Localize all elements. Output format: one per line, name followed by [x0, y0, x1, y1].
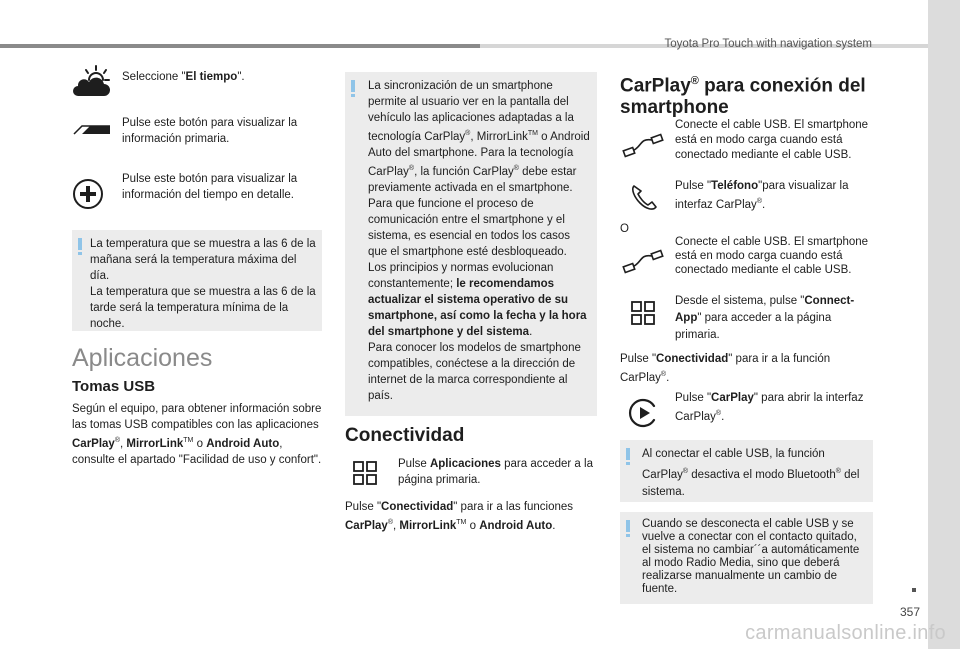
sync-note-p2: Para que funcione el proceso de comunicación entre el smartphone y el sistema, es esencial en todos los casos que el smartphone esté desbloqueado. [368, 197, 570, 258]
sync-note-p1: La sincronización de un smartphone permite al usuario ver en la pantalla del vehículo las aplicaciones adaptadas a la tecnología CarPlay®, MirrorLink™ o Android Auto del smartphone. Para la tecnología CarPlay®, la función CarPlay® debe estar previamente activada en el smartphone. [368, 80, 590, 194]
carplay-step-telefono: Pulse "Teléfono"para visualizar la interfaz CarPlay®. [675, 180, 849, 211]
bluetooth-note-text: Al conectar el cable USB, la función CarPlay® desactiva el modo Bluetooth® del sistema. [642, 448, 860, 498]
section-title-aplicaciones: Aplicaciones [72, 344, 213, 372]
note-marker [351, 80, 355, 92]
temperature-note-line2: La temperatura que se muestra a las 6 de la tarde será la temperatura mínima de la noche. [90, 286, 316, 330]
end-marker [912, 588, 916, 592]
note-marker-tail [626, 534, 630, 537]
conectividad-title: Conectividad [345, 425, 465, 446]
phone-icon [628, 183, 660, 211]
weather-instruction: Seleccione "El tiempo". [122, 71, 245, 83]
disconnect-note [620, 512, 873, 604]
apps-grid-icon [630, 300, 656, 326]
carplay-conectividad-text: Pulse "Conectividad" para ir a la función CarPlay®. [620, 353, 831, 384]
note-marker-tail [626, 462, 630, 465]
header-rule-dark [0, 44, 480, 48]
usb-title: Tomas USB [72, 378, 156, 395]
temperature-note [72, 230, 322, 331]
conectividad-apps-text: Pulse Aplicaciones para acceder a la página primaria. [398, 458, 593, 486]
carplay-step-connect-app: Desde el sistema, pulse "Connect-App" para acceder a la página primaria. [675, 295, 855, 341]
usb-cable-icon [622, 132, 664, 160]
detail-info-text: Pulse este botón para visualizar la información del tiempo en detalle. [122, 173, 298, 201]
carplay-step-connect-2: Conecte el cable USB. El smartphone está en modo carga cuando está conectado mediante el cable USB. [675, 236, 869, 276]
note-marker [626, 520, 630, 532]
primary-info-text: Pulse este botón para visualizar la información primaria. [122, 117, 298, 145]
disconnect-note-text: Cuando se desconecta el cable USB y se vuelve a conectar con el contacto quitado, el sistema no cambiar´´a automáticamente al modo Radio Media, sino que deberá realizarse manualmente un cambio de fuente. [642, 518, 860, 595]
weather-icon [72, 62, 112, 102]
bluetooth-note [620, 440, 873, 502]
note-marker [78, 238, 82, 250]
carplay-icon [626, 396, 660, 430]
usb-text: Según el equipo, para obtener información sobre las tomas USB compatibles con las aplicaciones CarPlay®, MirrorLink™ o Android Auto, consulte el apartado "Facilidad de uso y confort". [72, 403, 322, 466]
temperature-note-line1: La temperatura que se muestra a las 6 de la mañana será la temperatura máxima del día. [90, 238, 316, 282]
note-marker-tail [78, 252, 82, 255]
watermark: carmanualsonline.info [745, 622, 946, 644]
carplay-step-open: Pulse "CarPlay" para abrir la interfaz CarPlay®. [675, 392, 864, 423]
sync-note-p4: Para conocer los modelos de smartphone compatibles, conéctese a la dirección de internet de la marca correspondiente al país. [368, 341, 581, 402]
plus-circle-icon [72, 178, 104, 210]
or-label: O [620, 223, 629, 235]
side-strip [928, 0, 960, 649]
primary-info-icon [72, 120, 112, 136]
note-marker [626, 448, 630, 460]
sync-note [345, 72, 597, 416]
carplay-title: CarPlay® para conexión del smartphone [620, 75, 866, 119]
conectividad-text: Pulse "Conectividad" para ir a las funciones CarPlay®, MirrorLink™ o Android Auto. [345, 501, 574, 532]
page-number: 357 [900, 605, 921, 619]
note-marker-tail [351, 94, 355, 97]
running-header: Toyota Pro Touch with navigation system [664, 38, 872, 50]
usb-cable-icon [622, 248, 664, 276]
sync-note-p3: Los principios y normas evolucionan constantemente; le recomendamos actualizar el sistema operativo de su smartphone, así como la fecha y la hora del smartphone y del sistema. [368, 261, 587, 338]
apps-grid-icon [352, 460, 378, 486]
carplay-step-connect-1: Conecte el cable USB. El smartphone está en modo carga cuando está conectado mediante el cable USB. [675, 119, 869, 161]
